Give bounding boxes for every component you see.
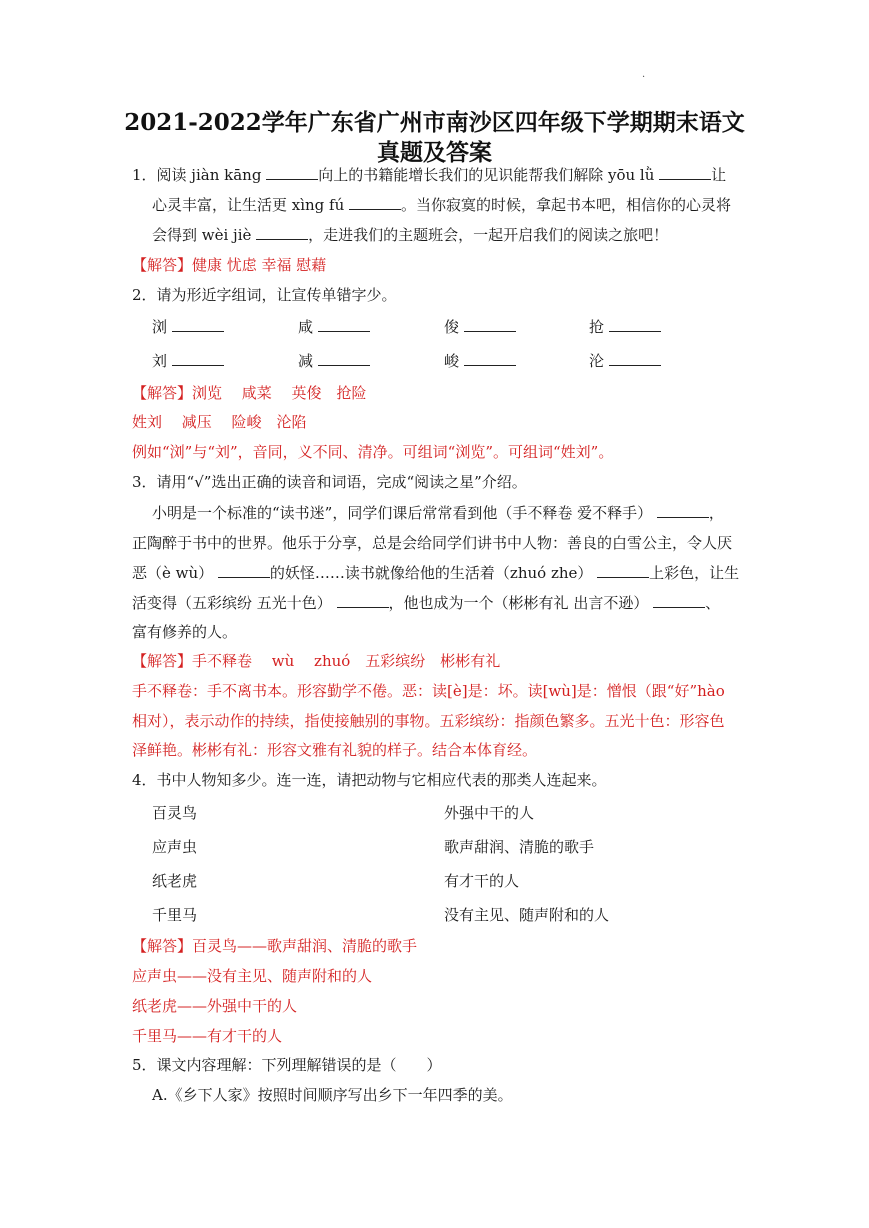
document-title-line-1: 2021-2022学年广东省广州市南沙区四年级下学期期末语文	[124, 109, 745, 136]
q2-blank[interactable]	[609, 317, 661, 332]
q1-line-3	[152, 225, 668, 245]
q2-blank[interactable]	[609, 351, 661, 366]
q4-answer-4: 千里马——有才干的人	[132, 1027, 283, 1045]
q2-item-7	[444, 351, 516, 371]
q3-text: ，	[708, 504, 724, 522]
q3-text: 的妖怪……读书就像给他的生活着（zhuó zhe）	[269, 564, 598, 582]
q3-text: 、	[705, 594, 721, 612]
q2-blank[interactable]	[172, 351, 224, 366]
document-title-line-2: 真题及答案	[377, 139, 492, 166]
q2-char: 俊	[444, 318, 460, 336]
q2-blank[interactable]	[318, 317, 370, 332]
q3-answer-4: 泽鲜艳。彬彬有礼：形容文雅有礼貌的样子。结合本体育经。	[132, 741, 538, 759]
q2-item-3	[444, 317, 516, 337]
q3-line-4	[132, 593, 720, 613]
q2-blank[interactable]	[172, 317, 224, 332]
q1-text-g: ，走进我们的主题班会，一起开启我们的阅读之旅吧！	[308, 226, 669, 244]
q1-line-1	[132, 165, 726, 185]
q2-char: 刘	[152, 352, 168, 370]
q4-answer-3: 纸老虎——外强中干的人	[132, 997, 298, 1015]
q2-item-6	[298, 351, 370, 371]
q1-text-d: 心灵丰富，让生活更 xìng fú	[152, 196, 350, 214]
q5-stem: 5．课文内容理解：下列理解错误的是（ ）	[132, 1056, 442, 1074]
q3-text: 恶（è wù）	[132, 564, 218, 582]
q4-right-item[interactable]: 没有主见、随声附和的人	[444, 906, 610, 924]
q3-blank-5[interactable]	[653, 593, 705, 608]
q4-left-item[interactable]: 千里马	[152, 906, 198, 924]
q1-blank-3[interactable]	[349, 195, 401, 210]
q1-blank-4[interactable]	[256, 225, 308, 240]
q2-char: 沦	[589, 352, 605, 370]
q2-answer-1: 【解答】浏览 咸菜 英俊 抢险	[132, 384, 367, 402]
q3-answer-1: 【解答】手不释卷 wù zhuó 五彩缤纷 彬彬有礼	[132, 652, 501, 670]
q4-left-item[interactable]: 应声虫	[152, 838, 198, 856]
q2-item-5	[152, 351, 224, 371]
q2-char: 浏	[152, 318, 168, 336]
q2-item-8	[589, 351, 661, 371]
q3-answer-3: 相对），表示动作的持续，指使接触别的事物。五彩缤纷：指颜色繁多。五光十色：形容色	[132, 712, 725, 730]
q2-char: 抢	[589, 318, 605, 336]
q3-text: 上彩色，让生	[649, 564, 740, 582]
q1-text-b: 向上的书籍能增长我们的见识能帮我们解除 yōu lǜ	[318, 166, 660, 184]
q2-answer-3: 例如“浏”与“刘”，音同，义不同、清净。可组词“浏览”。可组词“姓刘”。	[132, 443, 614, 461]
q4-left-item[interactable]: 百灵鸟	[152, 804, 198, 822]
q5-option-a[interactable]: A.《乡下人家》按照时间顺序写出乡下一年四季的美。	[152, 1086, 513, 1104]
q1-text-e: 。当你寂寞的时候，拿起书本吧，相信你的心灵将	[401, 196, 732, 214]
q2-item-2	[298, 317, 370, 337]
q3-blank-1[interactable]	[657, 503, 709, 518]
q3-text: 活变得（五彩缤纷 五光十色）	[132, 594, 337, 612]
q2-blank[interactable]	[464, 317, 516, 332]
q3-blank-2[interactable]	[218, 563, 270, 578]
q3-line-3	[132, 563, 739, 583]
q1-blank-1[interactable]	[266, 165, 318, 180]
q3-line-5: 富有修养的人。	[132, 623, 238, 641]
q4-stem: 4．书中人物知多少。连一连，请把动物与它相应代表的那类人连起来。	[132, 771, 607, 789]
q4-answer-2: 应声虫——没有主见、随声附和的人	[132, 967, 373, 985]
q2-char: 减	[298, 352, 314, 370]
q3-line-2: 正陶醉于书中的世界。他乐于分享，总是会给同学们讲书中人物：善良的白雪公主，令人厌	[132, 534, 733, 552]
corner-dot: ·	[642, 72, 646, 83]
q2-stem: 2．请为形近字组词，让宣传单错字少。	[132, 286, 397, 304]
q2-char: 峻	[444, 352, 460, 370]
q2-blank[interactable]	[318, 351, 370, 366]
q4-right-item[interactable]: 有才干的人	[444, 872, 520, 890]
q2-item-4	[589, 317, 661, 337]
q4-left-item[interactable]: 纸老虎	[152, 872, 198, 890]
q4-answer-1: 【解答】百灵鸟——歌声甜润、清脆的歌手	[132, 937, 418, 955]
q3-blank-4[interactable]	[337, 593, 389, 608]
q3-text: ，他也成为一个（彬彬有礼 出言不逊）	[388, 594, 654, 612]
q2-answer-2: 姓刘 减压 险峻 沦陷	[132, 413, 307, 431]
q2-char: 咸	[298, 318, 314, 336]
q4-right-item[interactable]: 外强中干的人	[444, 804, 535, 822]
q4-right-item[interactable]: 歌声甜润、清脆的歌手	[444, 838, 595, 856]
q1-line-2	[152, 195, 731, 215]
q3-blank-3[interactable]	[597, 563, 649, 578]
q1-text-f: 会得到 wèi jiè	[152, 226, 257, 244]
q1-text-a: 1．阅读 jiàn kāng	[132, 166, 267, 184]
q1-text-c: 让	[711, 166, 727, 184]
q1-answer: 【解答】健康 忧虑 幸福 慰藉	[132, 256, 327, 274]
q3-line-1	[152, 503, 724, 523]
q1-blank-2[interactable]	[659, 165, 711, 180]
q2-blank[interactable]	[464, 351, 516, 366]
q3-text: 小明是一个标准的“读书迷”，同学们课后常常看到他（手不释卷 爱不释手）	[152, 504, 653, 522]
q3-stem: 3．请用“√”选出正确的读音和词语，完成“阅读之星”介绍。	[132, 473, 527, 491]
q2-item-1	[152, 317, 224, 337]
q3-answer-2: 手不释卷：手不离书本。形容勤学不倦。恶：读[è]是：坏。读[wù]是：憎恨（跟“好”hào	[132, 682, 725, 700]
